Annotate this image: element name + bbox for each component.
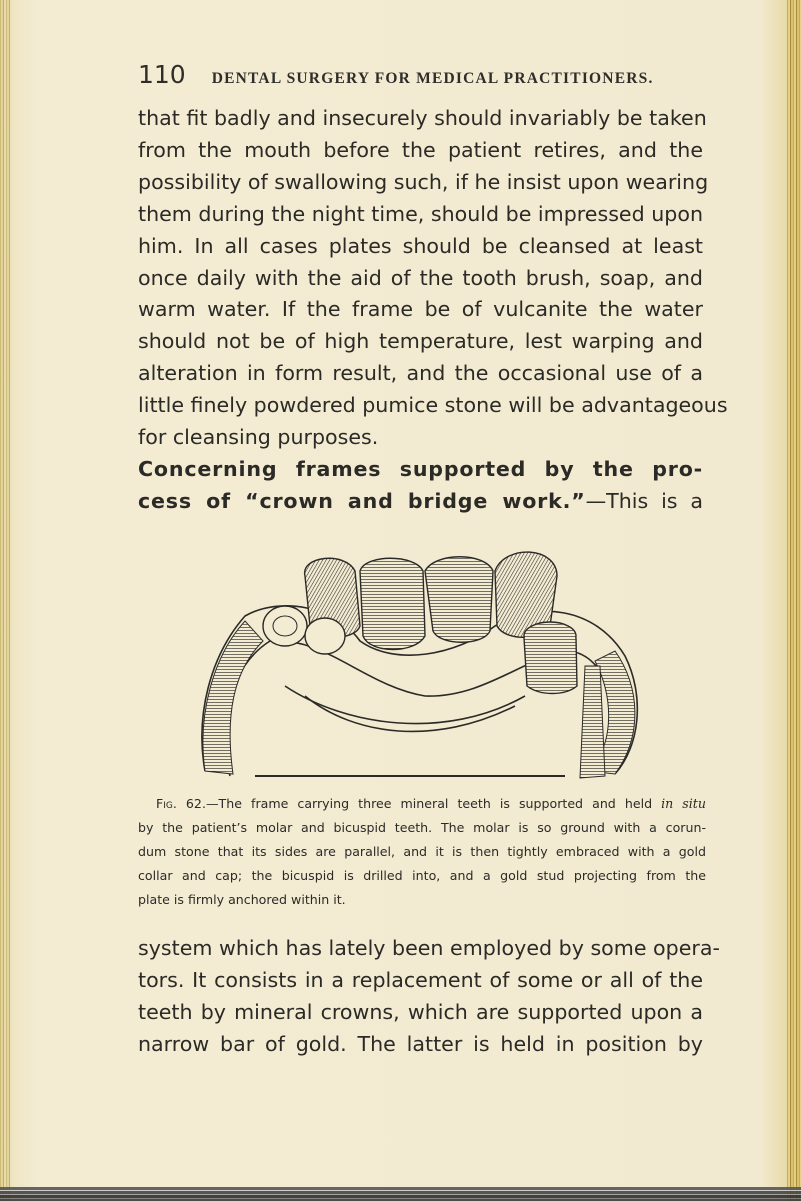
section-heading-bold: cess of “crown and bridge work.” [138, 488, 586, 513]
running-head-title: DENTAL SURGERY FOR MEDICAL PRACTITIONERS. [211, 70, 654, 87]
text-line: possibility of swallowing such, if he insist upon wearing [138, 169, 709, 194]
text-line: should not be of high temperature, lest warping and [138, 329, 703, 354]
section-heading-rest: —This is a [585, 488, 703, 513]
caption-italic: in situ [661, 796, 706, 811]
page-left-edge [0, 0, 10, 1201]
text-line: them during the night time, should be impressed upon [138, 201, 703, 226]
text-line: for cleansing purposes. [138, 425, 379, 450]
text-line: teeth by mineral crowns, which are supported upon a [138, 999, 703, 1024]
text-line [138, 486, 703, 518]
text-line: system which has lately been employed by some opera- [138, 936, 720, 960]
text-line: from the mouth before the patient retires, and the [138, 137, 703, 162]
molar-gold-cap [524, 622, 577, 694]
page-bottom-edge [0, 1187, 801, 1201]
paragraph-1 [138, 103, 728, 454]
caption-text: —The frame carrying three mineral teeth is supported and held [205, 796, 653, 811]
mineral-tooth-2 [360, 558, 425, 649]
caption-line: collar and cap; the bicuspid is drilled into, and a gold stud projecting from the [138, 868, 706, 883]
caption-line: plate is firmly anchored within it. [138, 892, 346, 907]
left-flange [203, 621, 263, 774]
page-number: 110 [138, 60, 186, 89]
running-header [138, 60, 658, 92]
text-line: warm water. If the frame be of vulcanite the water [138, 297, 703, 322]
paragraph-3 [138, 933, 720, 1061]
text-line: alteration in form result, and the occasional use of a [138, 361, 703, 386]
caption-line: dum stone that its sides are parallel, and it is then tightly embraced with a gold [138, 844, 706, 859]
text-line: him. In all cases plates should be cleansed at least [138, 233, 703, 258]
page-right-edge [787, 0, 801, 1201]
caption-line: by the patient’s molar and bicuspid teeth. The molar is so ground with a corun- [138, 820, 706, 835]
mineral-tooth-3 [425, 557, 493, 643]
text-line: little finely powdered pumice stone will be advantageous [138, 393, 728, 418]
figure-caption [138, 792, 706, 912]
text-line: tors. It consists in a replacement of some or all of the [138, 967, 703, 992]
text-line: once daily with the aid of the tooth brush, soap, and [138, 265, 703, 290]
dental-bridge-illustration [185, 546, 655, 786]
section-heading-line: Concerning frames supported by the pro- [138, 457, 703, 481]
caption-line [138, 792, 706, 816]
text-line: that fit badly and insecurely should invariably be taken [138, 106, 707, 130]
stud-bar [580, 666, 605, 778]
text-line: narrow bar of gold. The latter is held in position by [138, 1031, 703, 1056]
figure-label: Fig. 62. [156, 796, 206, 811]
paragraph-2 [138, 454, 703, 518]
